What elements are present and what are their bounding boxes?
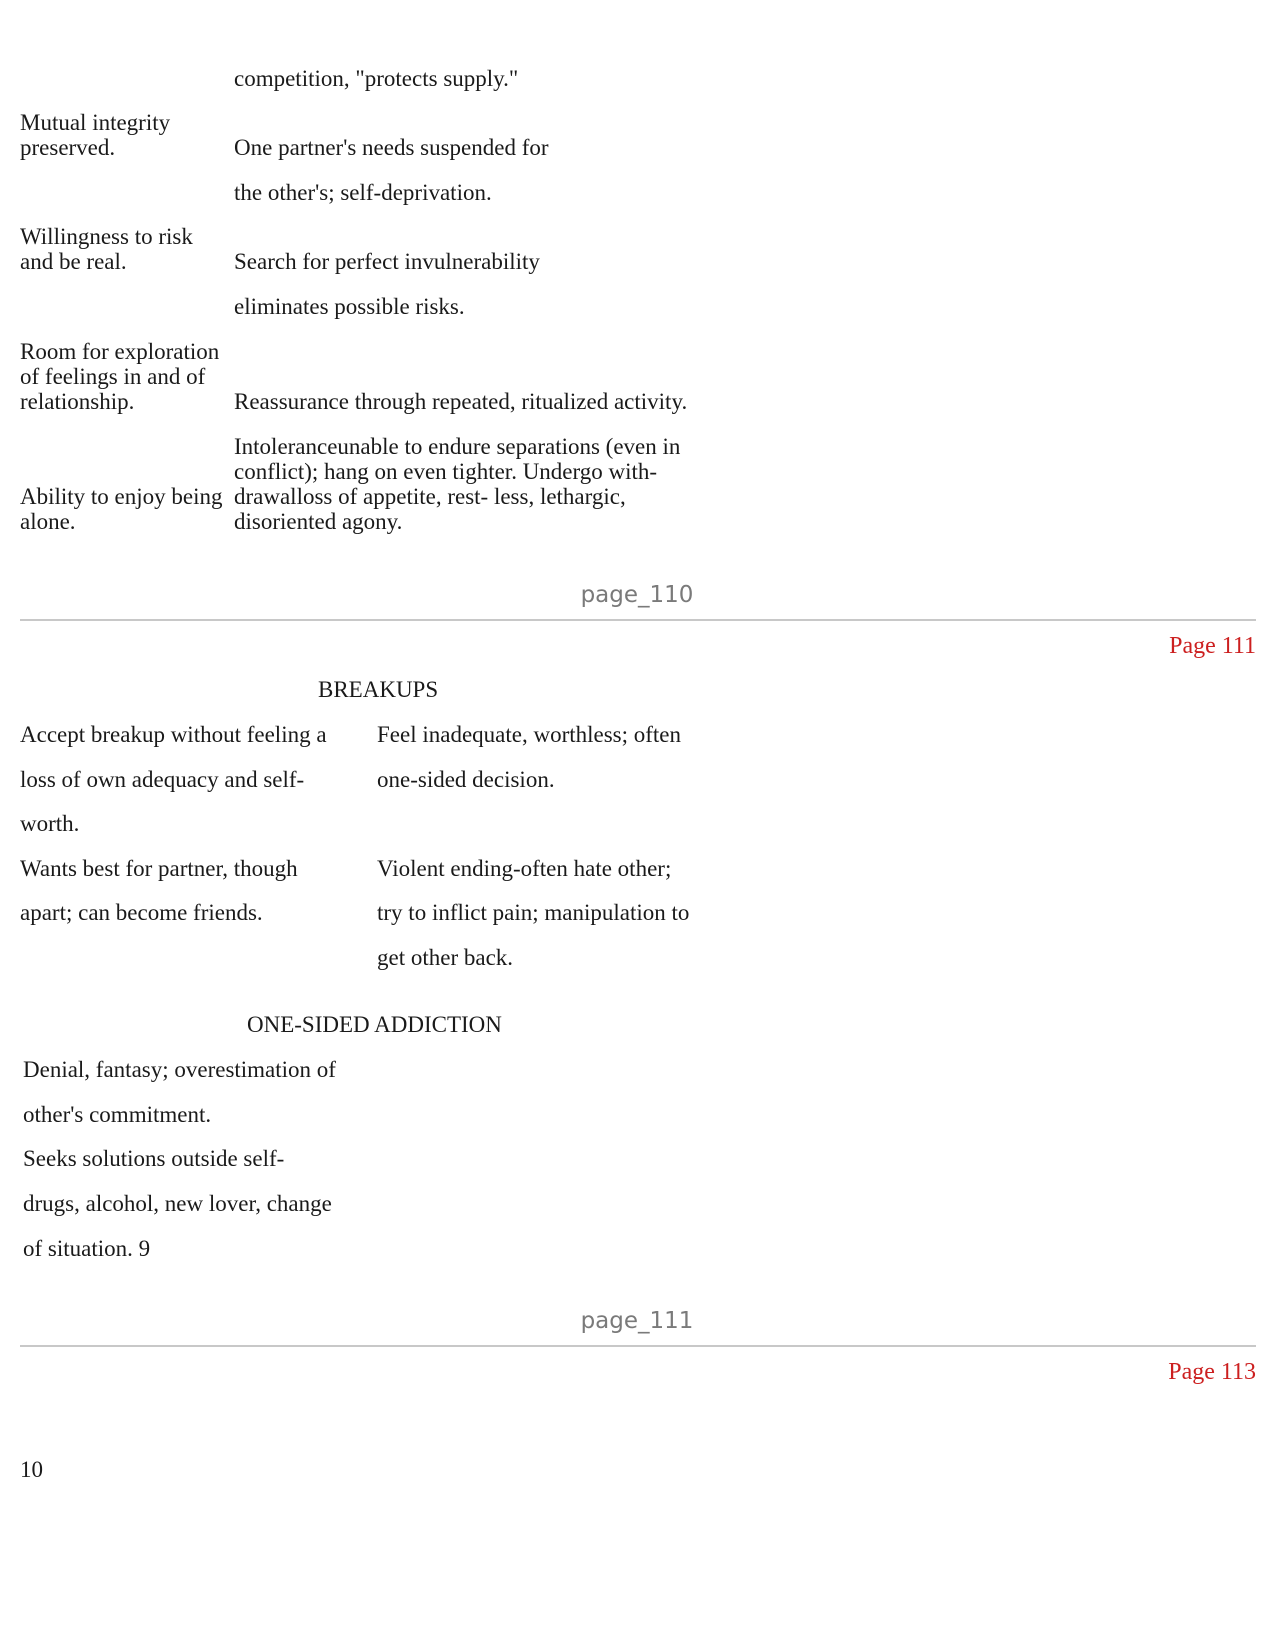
body-line: of situation. 9	[23, 1236, 151, 1261]
page-divider	[20, 1345, 1256, 1347]
left-cell-line: Accept breakup without feeling a	[20, 722, 327, 747]
left-cell-line: preserved.	[20, 135, 116, 160]
section-heading-breakups: BREAKUPS	[318, 677, 439, 702]
right-cell-line: Intoleranceunable to endure separations (even in	[234, 434, 681, 459]
left-cell-line: Room for exploration	[20, 339, 220, 364]
right-cell-line: Feel inadequate, worthless; often	[377, 722, 682, 747]
page-marker: page_111	[580, 1308, 694, 1334]
page-number-label: Page 113	[1168, 1359, 1256, 1385]
right-cell-line: the other's; self-deprivation.	[234, 180, 492, 205]
right-cell-line: One partner's needs suspended for	[234, 135, 549, 160]
left-cell-line: of feelings in and of	[20, 364, 206, 389]
right-cell-line: competition, "protects supply."	[234, 66, 519, 91]
footnote-number: 10	[20, 1457, 43, 1482]
right-cell-line: Violent ending-often hate other;	[377, 856, 672, 881]
section-heading-one-sided-addiction: ONE-SIDED ADDICTION	[247, 1012, 502, 1037]
left-cell-line: Willingness to risk	[20, 224, 193, 249]
right-cell-line: get other back.	[377, 945, 514, 970]
right-cell-line: eliminates possible risks.	[234, 294, 465, 319]
right-cell-line: conflict); hang on even tighter. Undergo with-	[234, 459, 658, 484]
left-cell-line: and be real.	[20, 249, 127, 274]
left-cell-line: relationship.	[20, 389, 135, 414]
right-cell-line: disoriented agony.	[234, 509, 403, 534]
right-cell-line: Reassurance through repeated, ritualized activity.	[234, 389, 688, 414]
left-cell-line: Wants best for partner, though	[20, 856, 298, 881]
left-cell-line: apart; can become friends.	[20, 900, 263, 925]
body-line: Seeks solutions outside self-	[23, 1146, 285, 1171]
left-cell-line: Mutual integrity	[20, 110, 171, 135]
right-cell-line: Search for perfect invulnerability	[234, 249, 540, 274]
right-cell-line: one-sided decision.	[377, 767, 555, 792]
page-number-label: Page 111	[1169, 633, 1256, 659]
page-marker: page_110	[580, 582, 694, 608]
body-line: other's commitment.	[23, 1102, 212, 1127]
page-divider	[20, 619, 1256, 621]
right-cell-line: drawalloss of appetite, rest- less, lethargic,	[234, 484, 626, 509]
left-cell-line: loss of own adequacy and self-	[20, 767, 305, 792]
left-cell-line: Ability to enjoy being	[20, 484, 223, 509]
right-cell-line: try to inflict pain; manipulation to	[377, 900, 690, 925]
left-cell-line: alone.	[20, 509, 76, 534]
body-line: drugs, alcohol, new lover, change	[23, 1191, 332, 1216]
body-line: Denial, fantasy; overestimation of	[23, 1057, 336, 1082]
left-cell-line: worth.	[20, 811, 80, 836]
